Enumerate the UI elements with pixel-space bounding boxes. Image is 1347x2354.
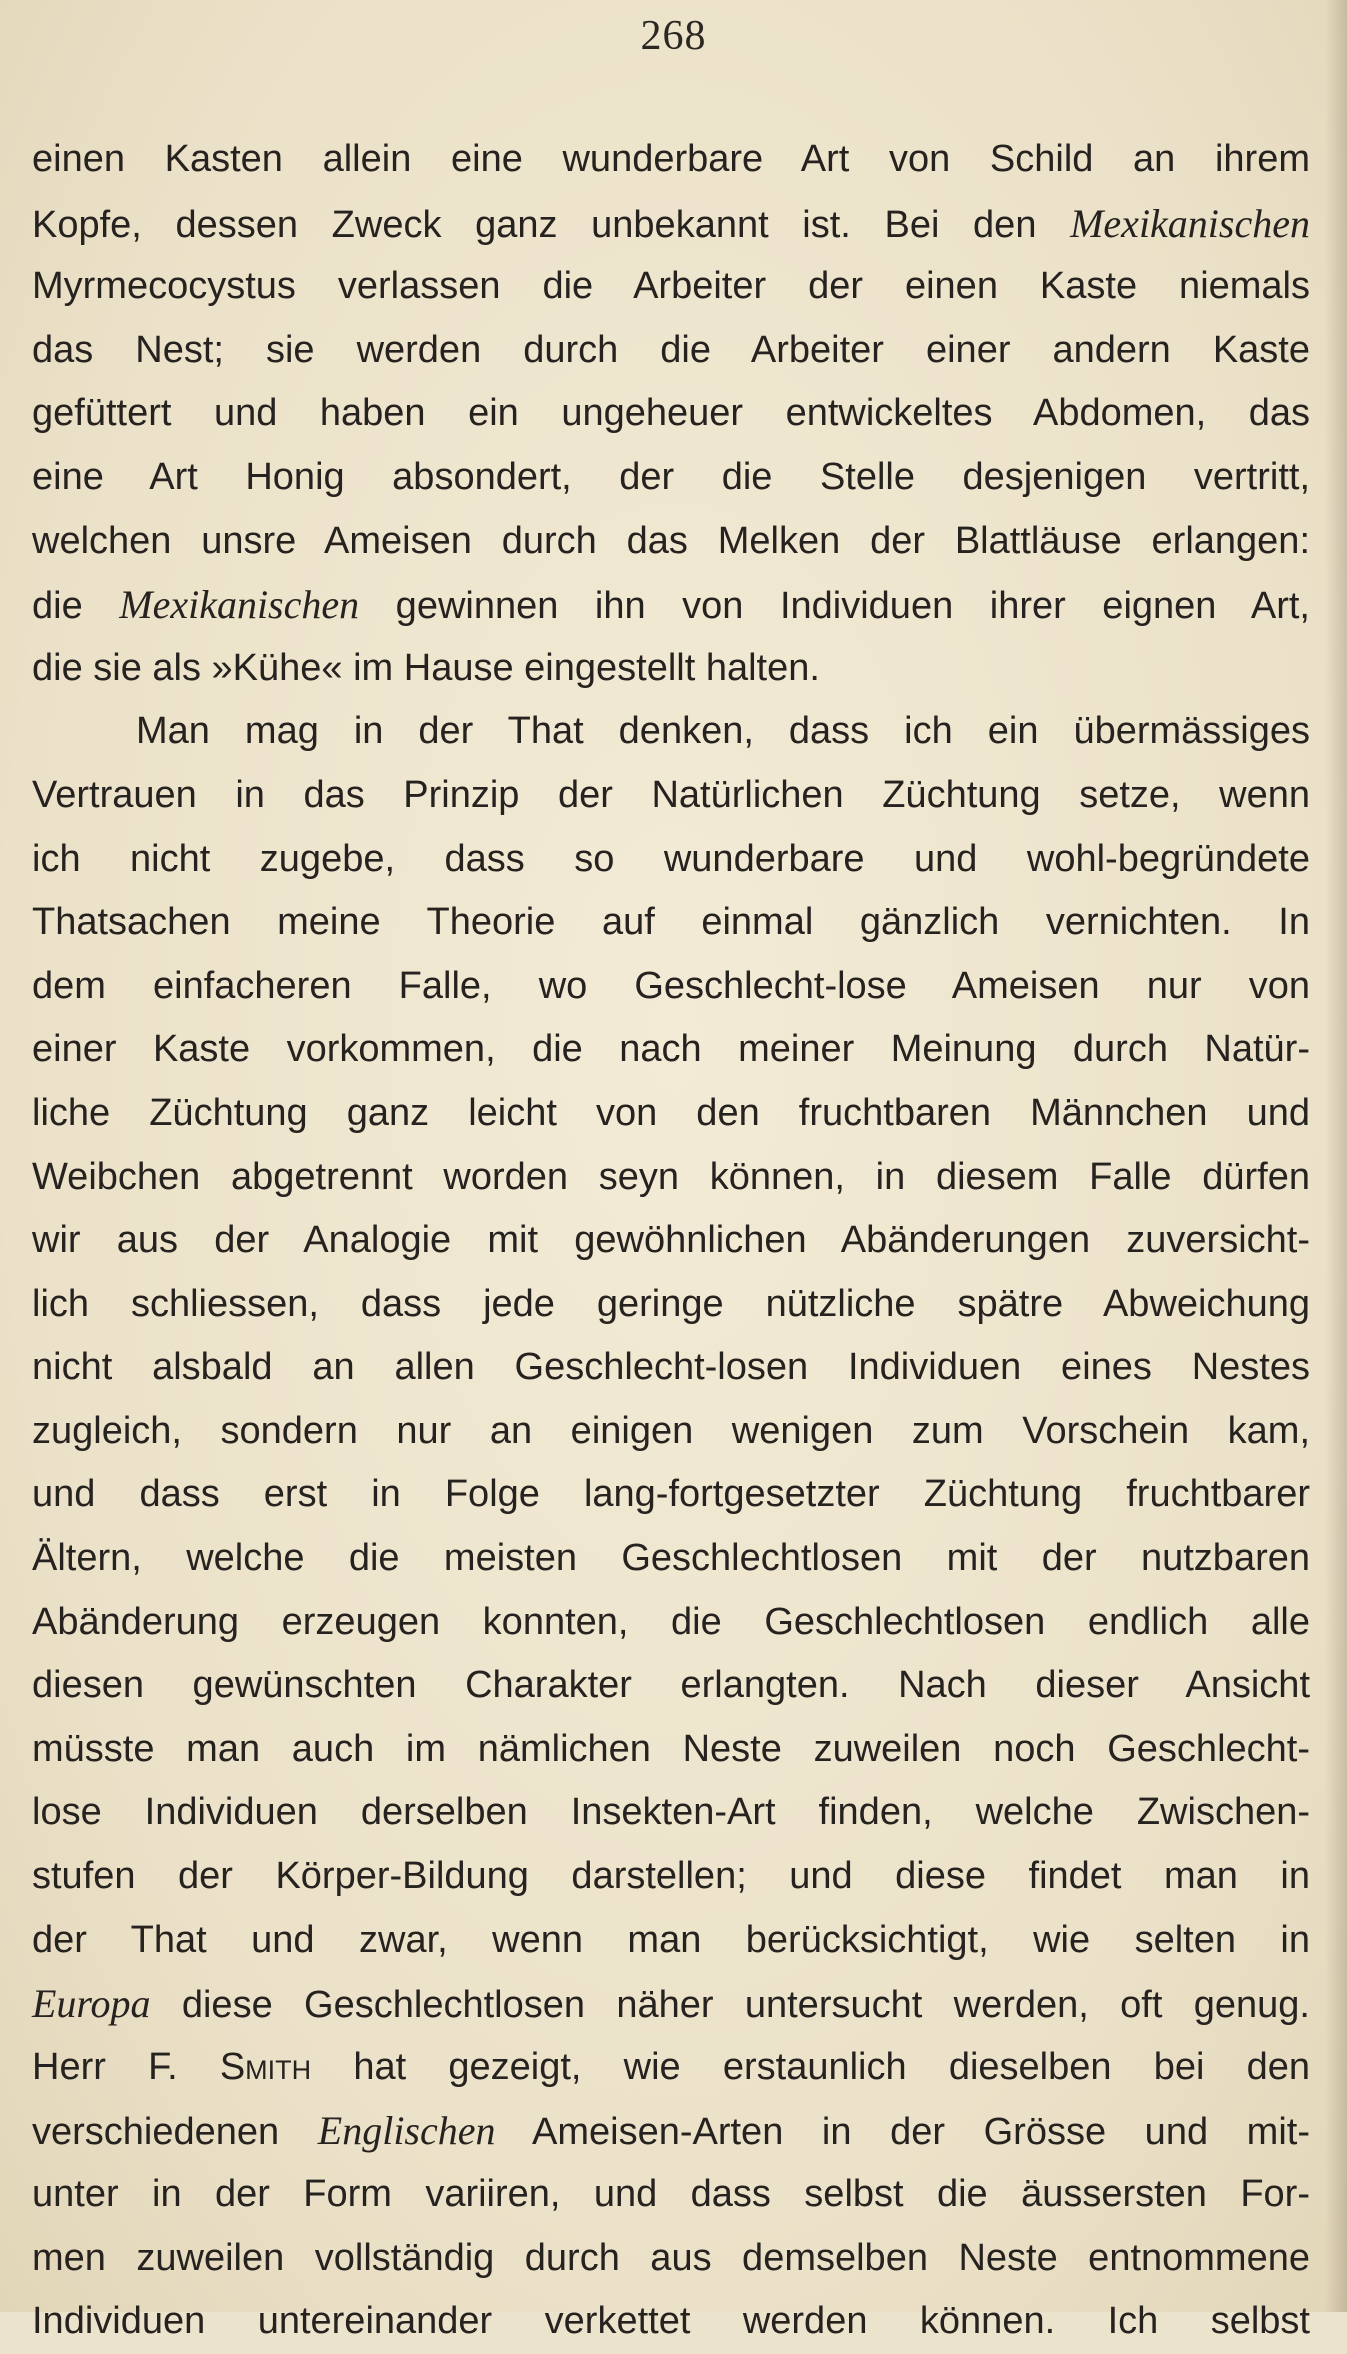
text-line <box>32 1273 1310 1337</box>
text-line <box>32 828 1310 892</box>
text-line <box>32 1527 1310 1591</box>
text-line <box>32 1018 1310 1082</box>
page-number: 268 <box>640 13 707 59</box>
text-segment: verschiedenen <box>32 2111 318 2154</box>
text-segment: Ameisen-Arten in der Grösse und mit- <box>495 2111 1310 2154</box>
text-line <box>32 2099 1310 2163</box>
text-line <box>32 128 1310 192</box>
text-segment: Vertrauen in das Prinzip der Natürlichen Züchtung setze, wenn <box>32 773 1310 816</box>
text-line <box>32 2290 1310 2354</box>
small-caps-text: Smith <box>219 2045 312 2088</box>
text-segment: stufen der Körper-Bildung darstellen; und diese findet man in <box>32 1855 1310 1898</box>
text-line <box>32 955 1310 1019</box>
text-line <box>32 255 1310 319</box>
text-line <box>32 1909 1310 1973</box>
text-line <box>32 700 1310 764</box>
text-segment: liche Züchtung ganz leicht von den fruchtbaren Männchen und <box>32 1091 1310 1134</box>
text-segment: das Nest; sie werden durch die Arbeiter einer andern Kaste <box>32 328 1310 371</box>
text-segment: Ältern, welche die meisten Geschlechtlosen mit der nutzbaren <box>32 1537 1310 1580</box>
text-line <box>32 1082 1310 1146</box>
text-line <box>32 1146 1310 1210</box>
text-line <box>32 2163 1310 2227</box>
text-line <box>32 192 1310 256</box>
body-text <box>32 128 1310 2354</box>
text-line <box>32 1591 1310 1655</box>
text-segment: diese Geschlechtlosen näher untersucht werden, oft genug. <box>150 1984 1310 2027</box>
text-segment: eine Art Honig absondert, der die Stelle desjenigen vertritt, <box>32 455 1310 498</box>
text-line <box>32 1845 1310 1909</box>
text-segment: müsste man auch im nämlichen Neste zuweilen noch Geschlecht- <box>32 1727 1310 1770</box>
italic-text: Europa <box>32 1981 151 2027</box>
italic-text: Mexikanischen <box>1070 200 1310 246</box>
page-edge-shadow <box>1325 0 1347 2312</box>
text-segment: die sie als »Kühe« im Hause eingestellt halten. <box>32 646 820 689</box>
text-segment: einen Kasten allein eine wunderbare Art von Schild an ihrem <box>32 138 1310 180</box>
text-segment: zugleich, sondern nur an einigen wenigen zum Vorschein kam, <box>32 1409 1310 1452</box>
text-segment: die <box>32 585 120 628</box>
text-segment: hat gezeigt, wie erstaunlich dieselben bei den <box>311 2045 1310 2088</box>
text-segment: lose Individuen derselben Insekten-Art finden, welche Zwischen- <box>32 1791 1310 1834</box>
text-line <box>32 1718 1310 1782</box>
text-line <box>32 1336 1310 1400</box>
text-segment: lich schliessen, dass jede geringe nützliche spätre Abweichung <box>32 1282 1310 1325</box>
text-segment: gefüttert und haben ein ungeheuer entwickeltes Abdomen, das <box>32 392 1310 435</box>
text-line <box>32 1972 1310 2036</box>
text-line <box>32 764 1310 828</box>
text-segment: wir aus der Analogie mit gewöhnlichen Abänderungen zuversicht- <box>32 1219 1310 1262</box>
text-line <box>32 1209 1310 1273</box>
text-segment: diesen gewünschten Charakter erlangten. Nach dieser Ansicht <box>32 1664 1310 1707</box>
text-segment: men zuweilen vollständig durch aus demselben Neste entnommene <box>32 2236 1310 2279</box>
text-line <box>32 573 1310 637</box>
text-line <box>32 637 1310 701</box>
text-segment: und dass erst in Folge lang-fortgesetzter Züchtung fruchtbarer <box>32 1473 1310 1516</box>
text-segment: welchen unsre Ameisen durch das Melken der Blattläuse erlangen: <box>32 519 1310 562</box>
text-line <box>32 382 1310 446</box>
text-segment: Myrmecocystus verlassen die Arbeiter der einen Kaste niemals <box>32 265 1310 308</box>
text-segment: einer Kaste vorkommen, die nach meiner Meinung durch Natür- <box>32 1028 1310 1071</box>
text-segment: Weibchen abgetrennt worden seyn können, in diesem Falle dürfen <box>32 1155 1310 1198</box>
text-segment: ich nicht zugebe, dass so wunderbare und wohl-begründete <box>32 837 1310 880</box>
text-segment: Abänderung erzeugen konnten, die Geschlechtlosen endlich alle <box>32 1600 1310 1643</box>
text-segment: Kopfe, dessen Zweck ganz unbekannt ist. Bei den <box>32 203 1071 246</box>
text-line <box>32 1400 1310 1464</box>
text-line <box>32 2036 1310 2100</box>
text-segment: der That und zwar, wenn man berücksichtigt, wie selten in <box>32 1918 1310 1961</box>
text-segment: Thatsachen meine Theorie auf einmal gänzlich vernichten. In <box>32 901 1310 944</box>
italic-text: Mexikanischen <box>119 582 360 628</box>
text-segment: dem einfacheren Falle, wo Geschlecht-lose Ameisen nur von <box>32 964 1310 1007</box>
text-segment: unter in der Form variiren, und dass selbst die äussersten For- <box>32 2173 1310 2215</box>
text-segment: Individuen untereinander verkettet werden können. Ich selbst <box>32 2300 1310 2343</box>
text-line <box>32 1654 1310 1718</box>
text-line <box>32 1781 1310 1845</box>
text-line <box>32 2227 1310 2291</box>
text-line <box>32 510 1310 574</box>
text-line <box>32 891 1310 955</box>
text-segment: Man mag in der That denken, dass ich ein übermässiges <box>136 710 1310 753</box>
text-segment: nicht alsbald an allen Geschlecht-losen Individuen eines Nestes <box>32 1346 1310 1389</box>
text-segment: Herr F. <box>32 2045 220 2088</box>
text-line <box>32 446 1310 510</box>
text-line <box>32 1463 1310 1527</box>
text-segment: gewinnen ihn von Individuen ihrer eignen Art, <box>359 585 1310 628</box>
italic-text: Englischen <box>317 2108 496 2154</box>
text-line <box>32 319 1310 383</box>
